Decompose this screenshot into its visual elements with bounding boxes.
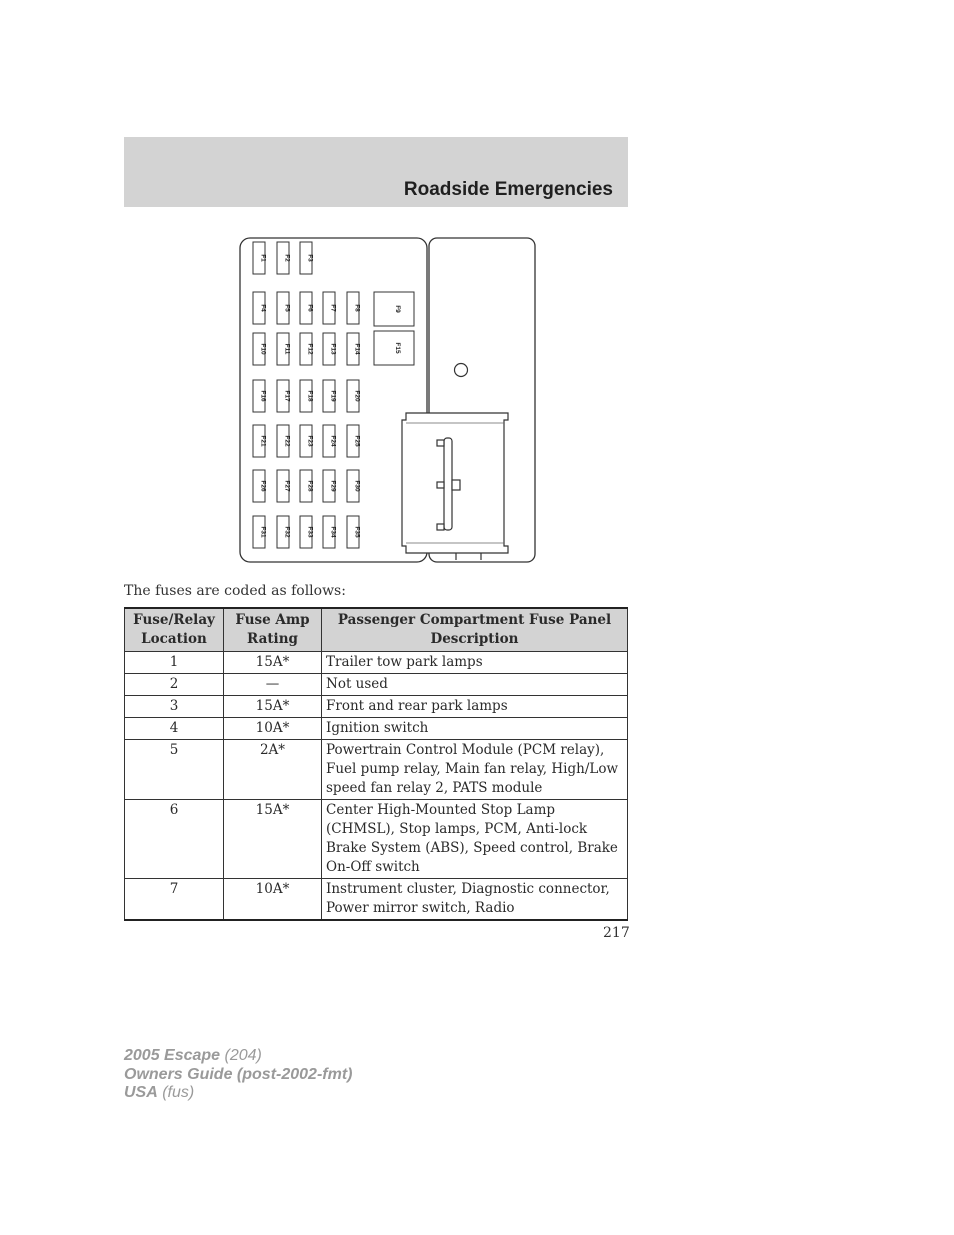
cell-amp: 15A* bbox=[224, 696, 322, 718]
fuse-table bbox=[124, 607, 628, 921]
fuse-label: F27 bbox=[283, 480, 291, 492]
fuse-f9 bbox=[374, 292, 414, 326]
cell-amp: 15A* bbox=[224, 800, 322, 879]
fuse-f17 bbox=[277, 380, 291, 412]
fuse-label: F18 bbox=[306, 390, 314, 402]
table-row bbox=[125, 740, 628, 800]
footer-line-model bbox=[124, 1047, 352, 1066]
fuse-f31 bbox=[253, 516, 267, 548]
header-description: Passenger Compartment Fuse Panel Description bbox=[322, 608, 628, 652]
fuse-f30 bbox=[347, 470, 361, 502]
cell-location: 7 bbox=[125, 879, 224, 921]
page-number: 217 bbox=[603, 925, 630, 941]
fuse-label: F10 bbox=[259, 343, 267, 355]
cell-amp: 2A* bbox=[224, 740, 322, 800]
intro-text: The fuses are coded as follows: bbox=[124, 583, 346, 599]
fuse-label: F4 bbox=[259, 304, 267, 312]
footer-model-code: (204) bbox=[220, 1047, 262, 1064]
cell-location: 3 bbox=[125, 696, 224, 718]
footer-model: 2005 Escape bbox=[124, 1047, 221, 1064]
header-location: Fuse/Relay Location bbox=[125, 608, 224, 652]
fuse-f23 bbox=[300, 425, 314, 457]
fuse-label: F26 bbox=[259, 480, 267, 492]
section-header-band bbox=[124, 137, 628, 207]
fuse-f15 bbox=[374, 331, 414, 365]
fuse-label: F32 bbox=[283, 526, 291, 538]
fuse-label: F33 bbox=[306, 526, 314, 538]
footer-line-guide bbox=[124, 1066, 352, 1085]
table-row bbox=[125, 652, 628, 674]
cell-location: 6 bbox=[125, 800, 224, 879]
fuse-f5 bbox=[277, 292, 291, 324]
fuse-f8 bbox=[347, 292, 361, 324]
header-amp-rating: Fuse Amp Rating bbox=[224, 608, 322, 652]
fuse-f1 bbox=[253, 242, 267, 274]
fuse-f14 bbox=[347, 333, 361, 365]
cell-description: Instrument cluster, Diagnostic connector, Power mirror switch, Radio bbox=[322, 879, 628, 921]
fuse-label: F30 bbox=[353, 480, 361, 492]
cell-location: 4 bbox=[125, 718, 224, 740]
cell-amp: 10A* bbox=[224, 718, 322, 740]
cell-description: Ignition switch bbox=[322, 718, 628, 740]
table-row bbox=[125, 800, 628, 879]
fuse-f4 bbox=[253, 292, 267, 324]
fuse-f7 bbox=[323, 292, 337, 324]
fuse-f27 bbox=[277, 470, 291, 502]
fuse-f21 bbox=[253, 425, 267, 457]
cell-location: 1 bbox=[125, 652, 224, 674]
fuse-group bbox=[253, 242, 414, 548]
fuse-f19 bbox=[323, 380, 337, 412]
fuse-label: F1 bbox=[259, 254, 267, 262]
cell-amp: — bbox=[224, 674, 322, 696]
fuse-f20 bbox=[347, 380, 361, 412]
fuse-label: F14 bbox=[353, 343, 361, 355]
fuse-label: F28 bbox=[306, 480, 314, 492]
fuse-label: F29 bbox=[329, 480, 337, 492]
fuse-f6 bbox=[300, 292, 314, 324]
fuse-f26 bbox=[253, 470, 267, 502]
fuse-label: F7 bbox=[329, 304, 337, 312]
fuse-label: F24 bbox=[329, 435, 337, 447]
cell-amp: 10A* bbox=[224, 879, 322, 921]
fuse-f3 bbox=[300, 242, 314, 274]
table-header-row bbox=[125, 608, 628, 652]
table-row bbox=[125, 879, 628, 921]
fuse-f24 bbox=[323, 425, 337, 457]
fuse-f25 bbox=[347, 425, 361, 457]
fuse-panel-diagram bbox=[238, 236, 538, 566]
fuse-label: F22 bbox=[283, 435, 291, 447]
footer-guide: Owners Guide (post-2002-fmt) bbox=[124, 1065, 353, 1083]
fuse-label: F9 bbox=[394, 305, 401, 313]
fuse-label: F17 bbox=[283, 390, 291, 402]
cell-description: Trailer tow park lamps bbox=[322, 652, 628, 674]
cell-description: Center High-Mounted Stop Lamp (CHMSL), Stop lamps, PCM, Anti-lock Brake System (ABS), Speed control, Brake On-Off switch bbox=[322, 800, 628, 879]
fuse-f10 bbox=[253, 333, 267, 365]
mounting-hole bbox=[455, 364, 468, 377]
table-row bbox=[125, 674, 628, 696]
fuse-label: F25 bbox=[353, 435, 361, 447]
fuse-f2 bbox=[277, 242, 291, 274]
fuse-f11 bbox=[277, 333, 291, 365]
cell-location: 5 bbox=[125, 740, 224, 800]
fuse-f18 bbox=[300, 380, 314, 412]
cell-amp: 15A* bbox=[224, 652, 322, 674]
fuse-label: F13 bbox=[329, 343, 337, 355]
fuse-label: F2 bbox=[283, 254, 291, 262]
cell-description: Powertrain Control Module (PCM relay), Fuel pump relay, Main fan relay, High/Low speed fan relay 2, PATS module bbox=[322, 740, 628, 800]
footer-line-market bbox=[124, 1084, 352, 1103]
fuse-label: F35 bbox=[353, 526, 361, 538]
table-row bbox=[125, 718, 628, 740]
fuse-f33 bbox=[300, 516, 314, 548]
fuse-label: F6 bbox=[306, 304, 314, 312]
cell-description: Front and rear park lamps bbox=[322, 696, 628, 718]
footer-market-code: (fus) bbox=[157, 1084, 195, 1101]
fuse-label: F8 bbox=[353, 304, 361, 312]
fuse-label: F20 bbox=[353, 390, 361, 402]
fuse-label: F3 bbox=[306, 254, 314, 262]
fuse-f12 bbox=[300, 333, 314, 365]
fuse-label: F19 bbox=[329, 390, 337, 402]
footer-market: USA bbox=[124, 1084, 158, 1101]
fuse-label: F16 bbox=[259, 390, 267, 402]
cell-description: Not used bbox=[322, 674, 628, 696]
section-title: Roadside Emergencies bbox=[403, 179, 613, 200]
fuse-f35 bbox=[347, 516, 361, 548]
cell-location: 2 bbox=[125, 674, 224, 696]
fuse-f16 bbox=[253, 380, 267, 412]
fuse-f29 bbox=[323, 470, 337, 502]
fuse-label: F21 bbox=[259, 435, 267, 447]
fuse-label: F23 bbox=[306, 435, 314, 447]
fuse-label: F31 bbox=[259, 526, 267, 538]
fuse-f22 bbox=[277, 425, 291, 457]
table-row bbox=[125, 696, 628, 718]
fuse-f28 bbox=[300, 470, 314, 502]
fuse-label: F34 bbox=[329, 526, 337, 538]
fuse-label: F5 bbox=[283, 304, 291, 312]
fuse-f32 bbox=[277, 516, 291, 548]
fuse-label: F11 bbox=[283, 343, 291, 355]
connector-block bbox=[402, 413, 508, 560]
fuse-label: F15 bbox=[394, 342, 401, 354]
fuse-label: F12 bbox=[306, 343, 314, 355]
fuse-f34 bbox=[323, 516, 337, 548]
fuse-f13 bbox=[323, 333, 337, 365]
document-footer bbox=[124, 1047, 352, 1103]
